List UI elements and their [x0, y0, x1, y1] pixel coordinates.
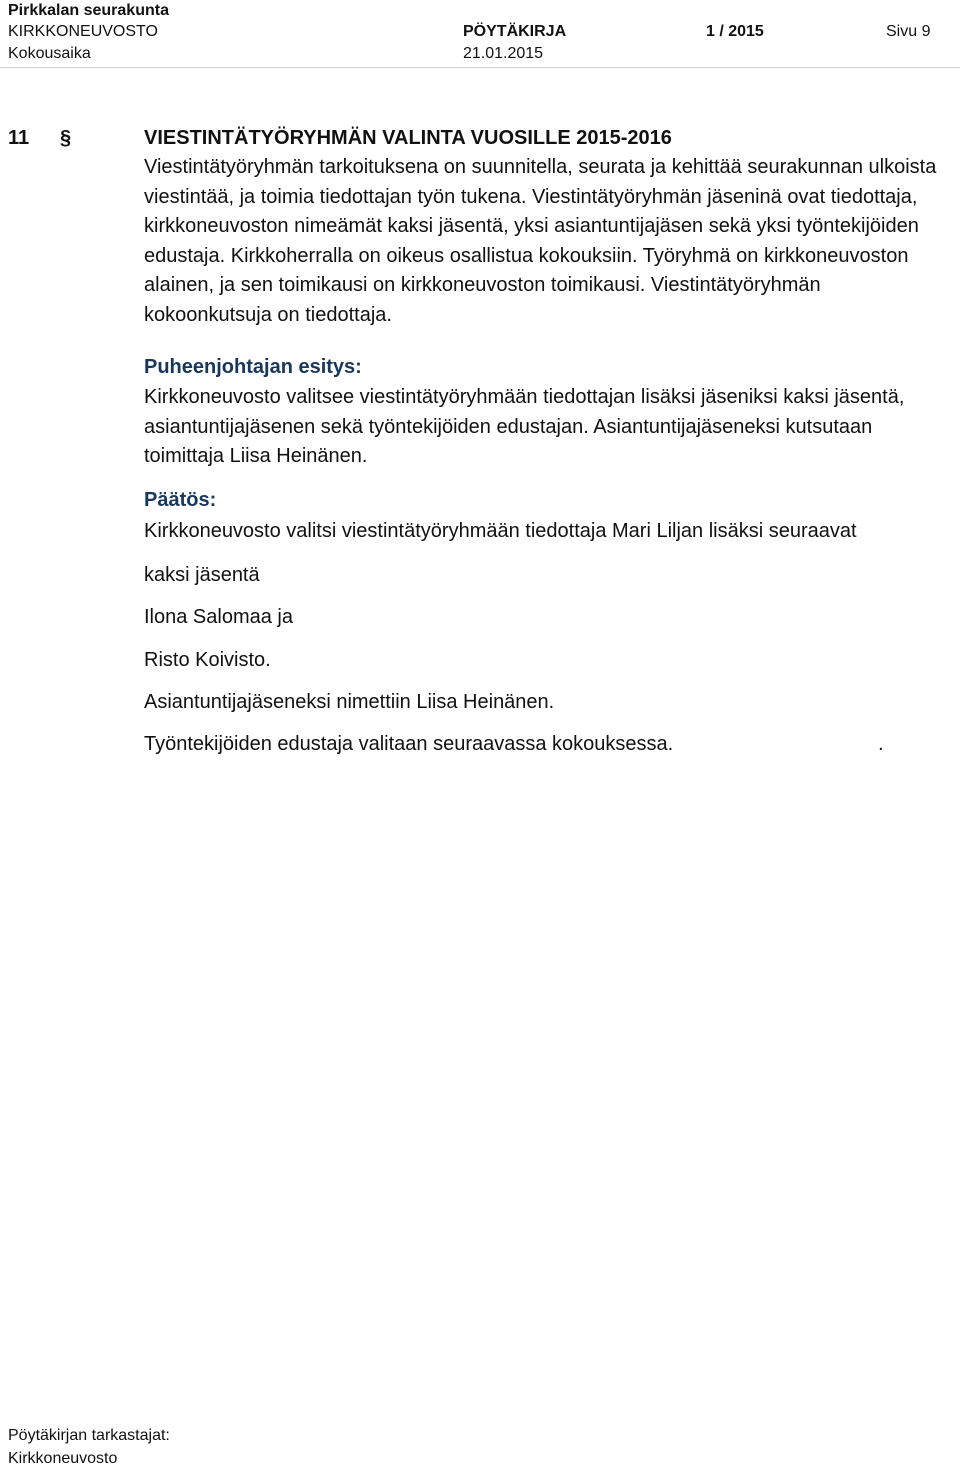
page-number: Sivu 9 — [886, 23, 931, 40]
decision-line: Ilona Salomaa ja — [144, 606, 293, 628]
decision-line: Asiantuntijajäseneksi nimettiin Liisa Heinänen. — [144, 691, 555, 713]
section-body: Viestintätyöryhmän tarkoituksena on suunnitella, seurata ja kehittää seurakunnan ulkoista viestintää, ja toimia tiedottajan työn tukena. Viestintätyöryhmän jäseninä ovat tiedottaja, kirkkoneuvoston nimeämät kaksi jäsentä, yksi asiantuntijajäsen sekä yksi työntekijöiden edustaja. Kirkkoherralla on oikeus osallistua kokouksiin. Työryhmä on kirkkoneuvoston alainen, ja sen toimikausi on kirkkoneuvoston toimikausi. Viestintätyöryhmän kokoonkutsuja on tiedottaja. — [144, 156, 937, 326]
section-title: VIESTINTÄTYÖRYHMÄN VALINTA VUOSILLE 2015-2016 — [144, 127, 672, 149]
decision-line: Risto Koivisto. — [144, 649, 271, 671]
header-divider — [0, 67, 960, 68]
document-number: 1 / 2015 — [706, 23, 764, 40]
meeting-date: 21.01.2015 — [463, 45, 544, 62]
decision-line: Kirkkoneuvosto valitsi viestintätyöryhmään tiedottaja Mari Liljan lisäksi seuraavat — [144, 520, 857, 542]
proposal-text: Kirkkoneuvosto valitsee viestintätyöryhmään tiedottajan lisäksi jäseniksi kaksi jäsentä, asiantuntijajäsenen sekä työntekijöiden edustajan. Asiantuntijajäseneksi kutsutaan toimittaja Liisa Heinänen. — [144, 386, 905, 467]
governing-body: KIRKKONEUVOSTO — [8, 23, 158, 40]
decision-line: Työntekijöiden edustaja valitaan seuraavassa kokouksessa. — [144, 733, 674, 755]
document-type: PÖYTÄKIRJA — [463, 23, 567, 40]
proposal-heading: Puheenjohtajan esitys: — [144, 356, 362, 378]
decision-line: kaksi jäsentä — [144, 564, 260, 586]
decision-trailing-period: . — [878, 733, 884, 755]
organization-name: Pirkkalan seurakunta — [8, 2, 169, 19]
section-number: 11 — [8, 127, 30, 149]
decision-heading: Päätös: — [144, 489, 217, 511]
footer-body: Kirkkoneuvosto — [8, 1450, 118, 1467]
footer-reviewers-label: Pöytäkirjan tarkastajat: — [8, 1427, 170, 1444]
section-sign: § — [60, 127, 72, 149]
meeting-time-label: Kokousaika — [8, 45, 91, 62]
